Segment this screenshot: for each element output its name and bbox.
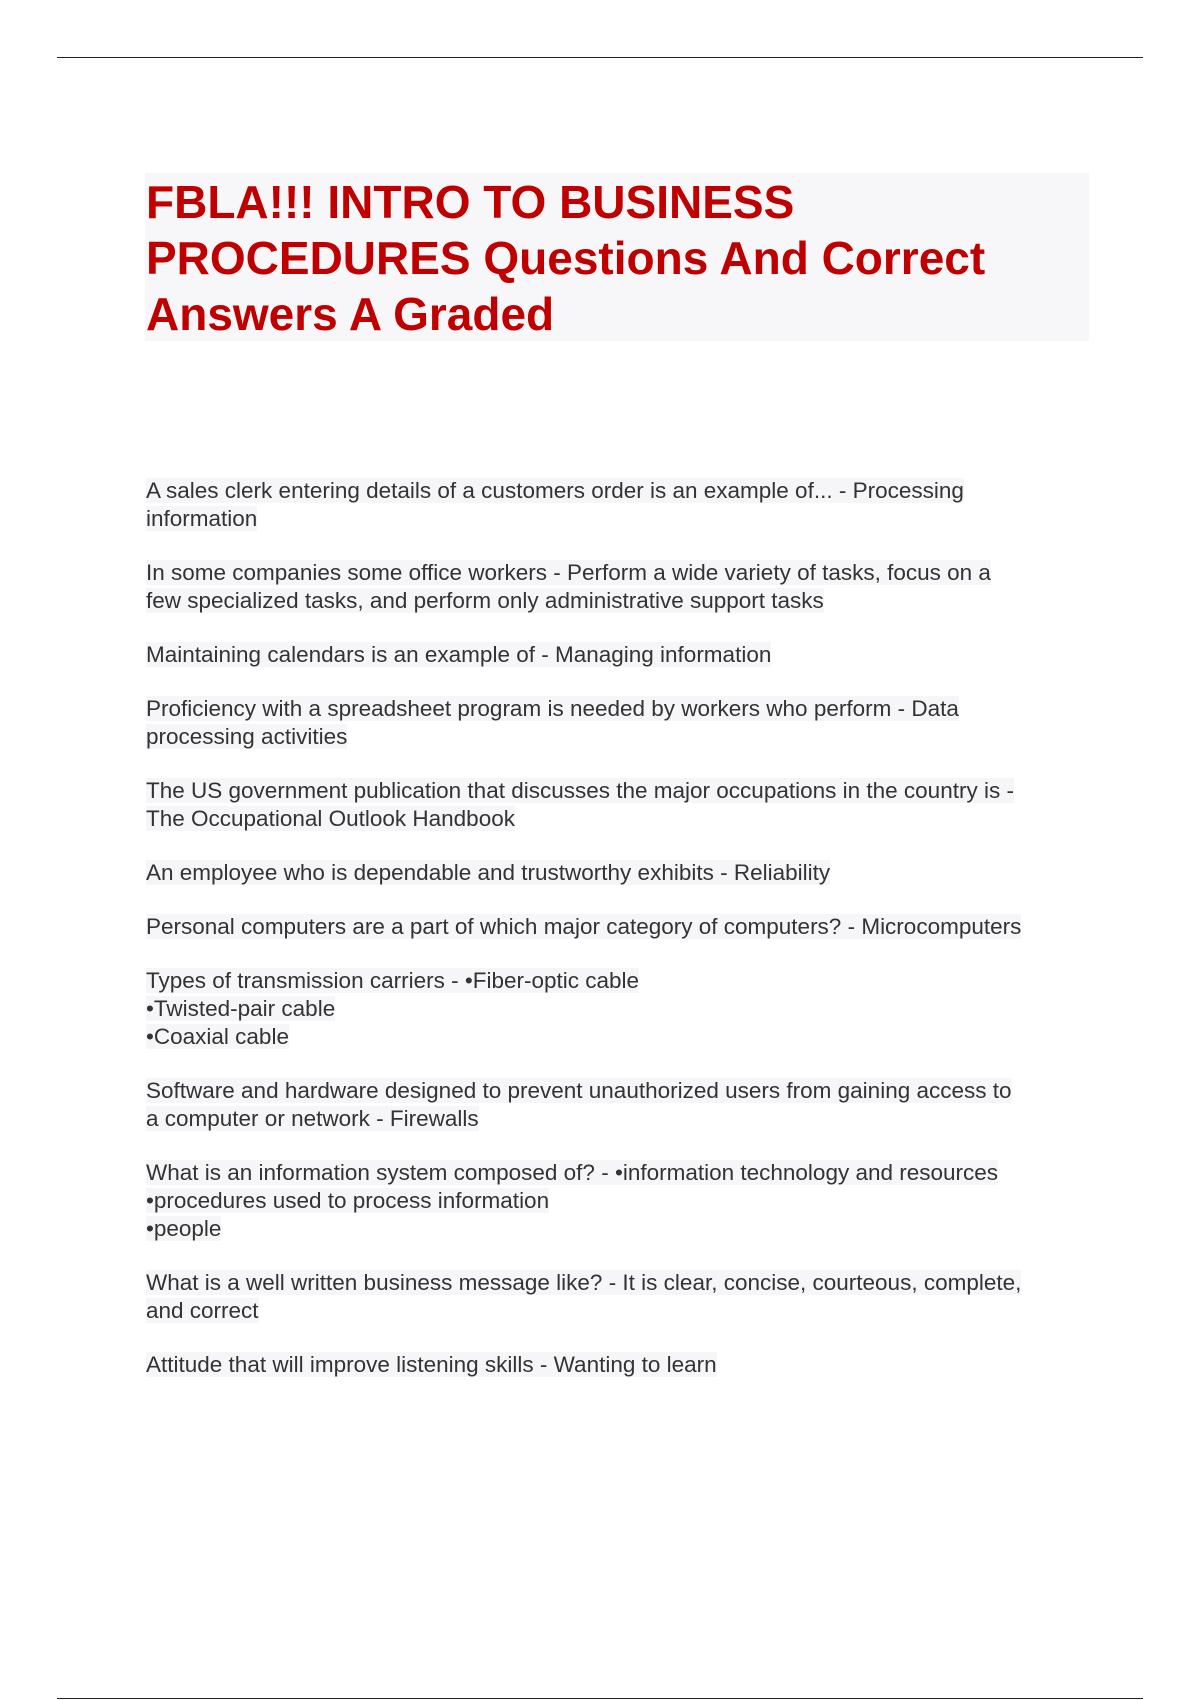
- qa-item: [146, 859, 1096, 887]
- qa-text: Attitude that will improve listening skills - Wanting to learn: [146, 1352, 717, 1377]
- qa-text: What is an information system composed of? - •information technology and resources •procedures used to process information •people: [146, 1160, 999, 1241]
- qa-text: A sales clerk entering details of a customers order is an example of... - Processing information: [146, 478, 964, 531]
- qa-text: In some companies some office workers - Perform a wide variety of tasks, focus on a few specialized tasks, and perform only administrative support tasks: [146, 560, 991, 613]
- qa-text: Types of transmission carriers - •Fiber-optic cable •Twisted-pair cable •Coaxial cable: [146, 968, 640, 1049]
- qa-item: [146, 1159, 1096, 1243]
- bottom-divider: [57, 1698, 1143, 1699]
- qa-item: [146, 913, 1096, 941]
- qa-item: [146, 477, 1096, 533]
- qa-text: Software and hardware designed to prevent unauthorized users from gaining access to a computer or network - Firewalls: [146, 1078, 1012, 1131]
- qa-list: [146, 477, 1096, 1405]
- qa-text: Proficiency with a spreadsheet program is needed by workers who perform - Data processing activities: [146, 696, 959, 749]
- qa-text: What is a well written business message like? - It is clear, concise, courteous, complete, and correct: [146, 1270, 1022, 1323]
- qa-item: [146, 1077, 1096, 1133]
- qa-text: The US government publication that discusses the major occupations in the country is - The Occupational Outlook Handbook: [146, 778, 1014, 831]
- qa-text: Maintaining calendars is an example of - Managing information: [146, 642, 772, 667]
- qa-item: [146, 1351, 1096, 1379]
- qa-text: Personal computers are a part of which major category of computers? - Microcomputers: [146, 914, 1022, 939]
- document-title: FBLA!!! INTRO TO BUSINESS PROCEDURES Questions And Correct Answers A Graded: [146, 176, 986, 340]
- qa-item: [146, 559, 1096, 615]
- qa-item: [146, 695, 1096, 751]
- qa-item: [146, 967, 1096, 1051]
- qa-item: [146, 777, 1096, 833]
- top-divider: [57, 57, 1143, 58]
- qa-item: [146, 641, 1096, 669]
- qa-item: [146, 1269, 1096, 1325]
- qa-text: An employee who is dependable and trustworthy exhibits - Reliability: [146, 860, 831, 885]
